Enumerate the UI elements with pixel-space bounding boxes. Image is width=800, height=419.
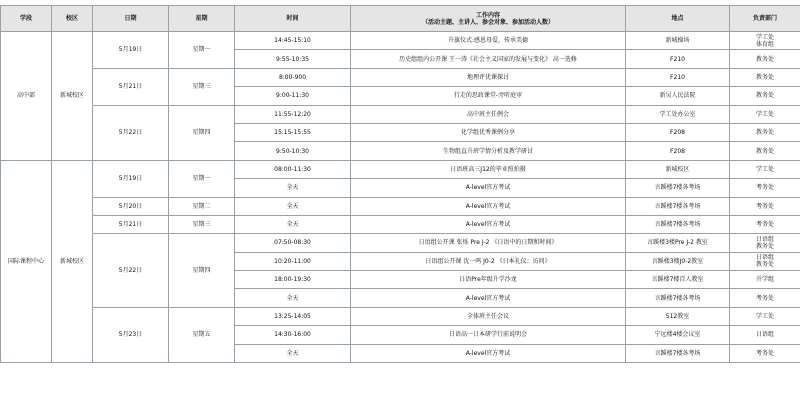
content-cell: A-level官方考试 (351, 289, 626, 307)
time-cell: 8:00-900 (235, 68, 351, 86)
dept-cell: 升学组 (730, 271, 800, 289)
time-cell: 14:30-16:00 (235, 326, 351, 344)
table-row (1, 32, 800, 50)
time-cell: 13:25-14:05 (235, 307, 351, 325)
dept-cell: 考务处 (730, 179, 800, 197)
campus-cell: 新城校区 (52, 32, 93, 161)
dept-line: 体育组 (755, 40, 774, 48)
table-row (1, 197, 800, 215)
time-cell: 11:55-12:20 (235, 105, 351, 123)
header-location: 地点 (626, 6, 730, 32)
date-cell: 5月19日 (93, 32, 169, 69)
dept-cell: 考务处 (730, 215, 800, 233)
time-cell: 9:00-11:30 (235, 87, 351, 105)
dept-line: 日语组 (755, 235, 774, 243)
dept-cell: 教务处 (730, 142, 800, 160)
content-cell: 生物组直升班学情分析及教学研讨 (351, 142, 626, 160)
header-weekday: 星期 (169, 6, 235, 32)
time-cell: 18:00-19:30 (235, 271, 351, 289)
weekday-cell: 星期三 (169, 68, 235, 105)
location-cell: 言蹊楼7楼百人教室 (626, 271, 730, 289)
location-cell: F208 (626, 123, 730, 141)
location-cell: 宁远楼4楼会议室 (626, 326, 730, 344)
content-cell: 升旗仪式:感恩母爱，传承美德 (351, 32, 626, 50)
dept-line: 教务处 (755, 261, 774, 269)
dept-cell: 教务处 (730, 87, 800, 105)
school-cell: 高中部 (1, 32, 52, 161)
content-cell: 地理评优课探讨 (351, 68, 626, 86)
content-cell: 日语Pre年级升学沙龙 (351, 271, 626, 289)
dept-line: 学工处 (755, 33, 774, 41)
date-cell: 5月21日 (93, 68, 169, 105)
date-cell: 5月20日 (93, 197, 169, 215)
schedule-table (0, 5, 800, 363)
content-cell: A-level官方考试 (351, 197, 626, 215)
time-cell: 9:55-10:35 (235, 50, 351, 68)
location-cell: 新城校区 (626, 160, 730, 178)
dept-cell: 学工处 (730, 307, 800, 325)
table-row (1, 160, 800, 178)
location-cell: F208 (626, 142, 730, 160)
table-row (1, 234, 800, 252)
dept-cell (730, 234, 800, 252)
dept-cell: 教务处 (730, 68, 800, 86)
weekday-cell: 星期四 (169, 234, 235, 308)
weekday-cell: 星期五 (169, 307, 235, 362)
date-cell: 5月22日 (93, 234, 169, 308)
dept-cell: 学工处 (730, 160, 800, 178)
content-cell: 日语组公开课 沈一鸣 J0-2 《日本礼仪：访问》 (351, 252, 626, 270)
date-cell: 5月19日 (93, 160, 169, 197)
date-cell: 5月23日 (93, 307, 169, 362)
location-cell: 言蹊楼7楼各考场 (626, 215, 730, 233)
time-cell: 全天 (235, 289, 351, 307)
content-cell: 日语高一日本研学行前说明会 (351, 326, 626, 344)
location-cell: F210 (626, 50, 730, 68)
location-cell: 言蹊楼7楼各考场 (626, 289, 730, 307)
header-dept: 负责部门 (730, 6, 800, 32)
location-cell: 学工处办公室 (626, 105, 730, 123)
table-row (1, 215, 800, 233)
content-cell: 化学组优秀课例分享 (351, 123, 626, 141)
time-cell: 9:50-10:30 (235, 142, 351, 160)
location-cell: 512教室 (626, 307, 730, 325)
dept-cell: 考务处 (730, 344, 800, 362)
dept-cell: 学工处 (730, 105, 800, 123)
content-cell: 全体班主任会议 (351, 307, 626, 325)
weekday-cell: 星期二 (169, 197, 235, 215)
location-cell: 言蹊楼7楼各考场 (626, 179, 730, 197)
header-row (1, 6, 800, 32)
date-cell: 5月22日 (93, 105, 169, 160)
dept-cell (730, 252, 800, 270)
dept-line: 日语组 (755, 254, 774, 262)
content-cell: 行走的思政课堂-旁听庭审 (351, 87, 626, 105)
content-cell: 历史组组内公开课 王一涛《社会主义国家的发展与变化》 高一选修 (351, 50, 626, 68)
time-cell: 全天 (235, 344, 351, 362)
weekday-cell: 星期一 (169, 32, 235, 69)
header-work-subtitle: （活动主题、主讲人、参会对象、参加活动人数） (421, 18, 554, 26)
content-cell: A-level官方考试 (351, 344, 626, 362)
table-row (1, 105, 800, 123)
weekday-cell: 星期四 (169, 105, 235, 160)
header-campus: 校区 (52, 6, 93, 32)
header-time: 时间 (235, 6, 351, 32)
header-work-title: 工作内容 (475, 11, 500, 19)
table-row (1, 307, 800, 325)
dept-cell: 考务处 (730, 289, 800, 307)
content-cell: A-level官方考试 (351, 179, 626, 197)
location-cell: 新城操场 (626, 32, 730, 50)
time-cell: 07:50-08:30 (235, 234, 351, 252)
location-cell: 言蹊楼3楼Pre J-2 教室 (626, 234, 730, 252)
content-cell: 高中班主任例会 (351, 105, 626, 123)
dept-cell: 教务处 (730, 50, 800, 68)
school-cell: 国际课程中心 (1, 160, 52, 362)
campus-cell: 新城校区 (52, 160, 93, 362)
location-cell: 言蹊楼7楼各考场 (626, 344, 730, 362)
dept-line: 教务处 (755, 242, 774, 250)
content-cell: 日语组公开课 张烁 Pre J-2 《日语中的日期和时间》 (351, 234, 626, 252)
dept-cell: 教务处 (730, 123, 800, 141)
time-cell: 10:20-11:00 (235, 252, 351, 270)
time-cell: 14:45-15:10 (235, 32, 351, 50)
time-cell: 全天 (235, 215, 351, 233)
weekday-cell: 星期一 (169, 160, 235, 197)
location-cell: 言蹊楼7楼各考场 (626, 197, 730, 215)
date-cell: 5月21日 (93, 215, 169, 233)
dept-cell (730, 32, 800, 50)
header-school: 学段 (1, 6, 52, 32)
header-date: 日期 (93, 6, 169, 32)
time-cell: 全天 (235, 179, 351, 197)
dept-cell: 考务处 (730, 197, 800, 215)
content-cell: A-level官方考试 (351, 215, 626, 233)
time-cell: 08:00-11:30 (235, 160, 351, 178)
location-cell: F210 (626, 68, 730, 86)
weekday-cell: 星期三 (169, 215, 235, 233)
header-work-content (351, 6, 626, 32)
location-cell: 言蹊楼3楼J0-2教室 (626, 252, 730, 270)
table-row (1, 68, 800, 86)
content-cell: 日语班高三J12的毕业照拍摄 (351, 160, 626, 178)
time-cell: 15:15-15:55 (235, 123, 351, 141)
location-cell: 新吴人民法院 (626, 87, 730, 105)
dept-cell: 日语组 (730, 326, 800, 344)
time-cell: 全天 (235, 197, 351, 215)
